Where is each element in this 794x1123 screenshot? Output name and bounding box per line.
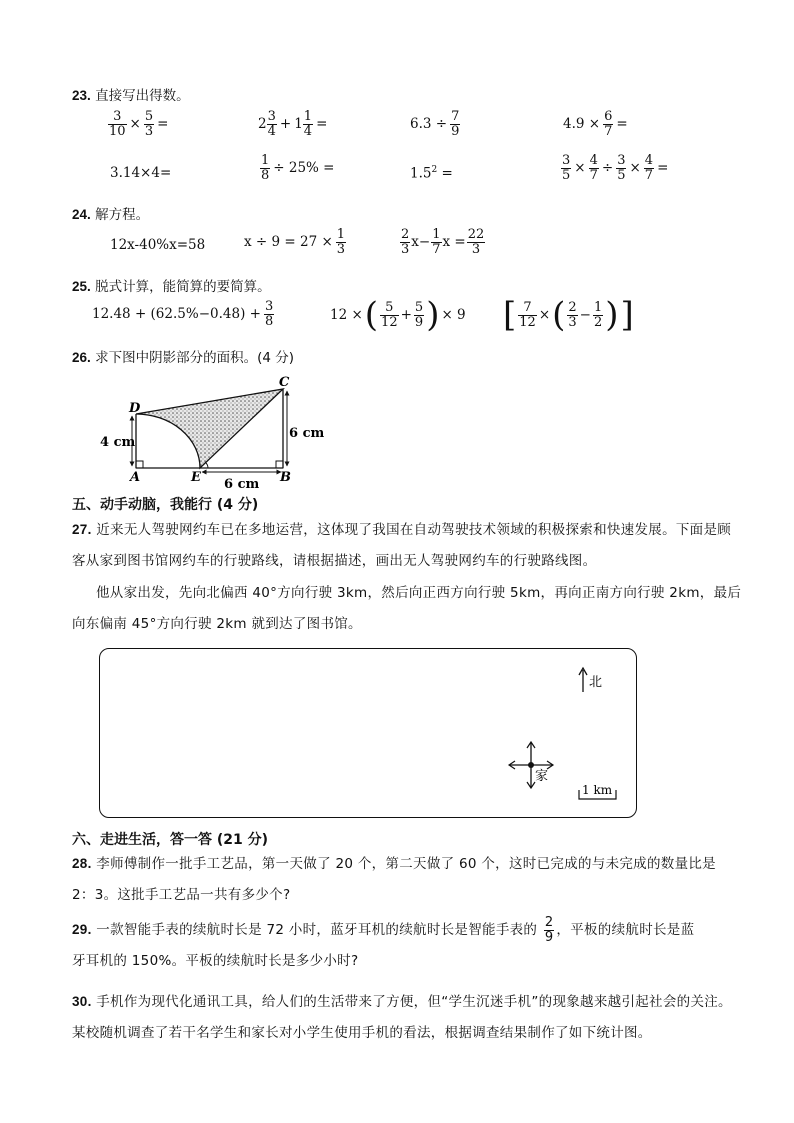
- compass-and-scale: [99, 648, 637, 818]
- q23-expr-3: [410, 110, 460, 138]
- fraction: $\frac{3}{5}$: [617, 153, 626, 183]
- q26-header: [72, 346, 294, 366]
- fraction: $\frac{22}{3}$: [467, 227, 485, 257]
- question-text: 一款智能手表的续航时长是 72 小时，蓝牙耳机的续航时长是智能手表的: [96, 922, 538, 938]
- q28-text: [72, 848, 742, 911]
- question-number: 26.: [72, 350, 91, 365]
- dim-right-label: 6 cm: [289, 426, 325, 441]
- q23-expr-5: 3.14×4=: [110, 165, 172, 181]
- q23-expr-6: [260, 154, 335, 182]
- shaded-region: [136, 389, 283, 468]
- label-D: D: [129, 401, 141, 416]
- dim-left-label: 4 cm: [100, 435, 136, 450]
- scale-label: 1 km: [582, 783, 613, 797]
- fraction: $\frac{1}{7}$: [432, 227, 441, 257]
- fraction: $\frac{3}{10}$: [109, 109, 126, 139]
- fraction: $\frac{1}{2}$: [593, 299, 603, 330]
- q25-expr-2: 12 × ( $\frac{5}{12}$ + $\frac{5}{9}$ ) × 9: [330, 295, 466, 335]
- question-title: 求下图中阴影部分的面积。(4 分): [95, 350, 294, 366]
- question-number: 27.: [72, 522, 92, 537]
- dim-bottom-label: 6 cm: [224, 477, 260, 492]
- fraction: $\frac{4}{7}$: [589, 153, 598, 183]
- q24-eq-1: 12x-40%x=58: [110, 237, 206, 253]
- q23-expr-7: $1.5^2$ =: [410, 165, 453, 182]
- question-title: 解方程。: [95, 207, 150, 223]
- question-number: 30.: [72, 994, 92, 1009]
- question-number: 28.: [72, 856, 92, 871]
- operator: +: [279, 116, 292, 133]
- q24-header: [72, 203, 149, 223]
- q24-eq-2: x ÷ 9 = 27 × $\frac{1}{3}$: [244, 227, 346, 257]
- fraction: $\frac{7}{12}$: [519, 299, 536, 330]
- section-5-title: 五、动手动脑，我能行 (4 分): [72, 497, 259, 513]
- question-number: 25.: [72, 279, 91, 294]
- fraction: $\frac{1}{3}$: [336, 227, 346, 257]
- question-text: 手机作为现代化通讯工具，给人们的生活带来了方便，但“学生沉迷手机”的现象越来越引起社会的关注。某校随机调查了若干名学生和家长对小学生使用手机的看法，根据调查结果制作了如下统计图。: [72, 994, 732, 1041]
- angle-mark-E: [205, 462, 208, 468]
- q24-eq-3: $\frac{2}{3}$ x− $\frac{1}{7}$ x = $\frac{22}{3}$: [401, 227, 485, 257]
- fraction: $\frac{2}{9}$: [544, 914, 554, 945]
- q23-header: [72, 84, 190, 104]
- home-label: 家: [535, 769, 549, 784]
- fraction: $\frac{3}{8}$: [264, 299, 274, 329]
- expr-text: 4.9 ×: [563, 116, 601, 133]
- right-angle-A: [136, 461, 143, 468]
- q25-expr-1: 12.48 + (62.5%−0.48) + $\frac{3}{8}$: [92, 299, 274, 329]
- question-title: 直接写出得数。: [95, 88, 190, 104]
- question-number: 29.: [72, 922, 92, 937]
- fraction: $\frac{6}{7}$: [604, 109, 613, 139]
- right-angle-B: [276, 461, 283, 468]
- north-label: 北: [589, 675, 603, 690]
- equals: =: [616, 116, 628, 133]
- label-E: E: [191, 470, 201, 485]
- fraction: $\frac{5}{3}$: [144, 109, 154, 139]
- label-B: B: [280, 470, 291, 485]
- fraction: $\frac{7}{9}$: [451, 109, 460, 139]
- geometry-figure: [96, 372, 336, 492]
- fraction: $\frac{2}{3}$: [568, 299, 577, 330]
- fraction: $\frac{3}{5}$: [562, 153, 571, 183]
- label-C: C: [279, 375, 290, 390]
- q29-text: [72, 914, 742, 977]
- q23-expr-2: [258, 110, 327, 138]
- question-title: 脱式计算，能简算的要简算。: [95, 279, 271, 295]
- fraction: $\frac{5}{9}$: [414, 299, 424, 330]
- question-text: 牙耳机的 150%。平板的续航时长是多少小时?: [72, 953, 359, 969]
- q27-text-2: [72, 578, 742, 640]
- fraction: $\frac{1}{8}$: [261, 153, 270, 183]
- q23-expr-4: [563, 110, 628, 138]
- label-A: A: [130, 470, 141, 485]
- q23-expr-8: $\frac{3}{5}$ × $\frac{4}{7}$ ÷ $\frac{3}{5}$ × $\frac{4}{7}$ =: [562, 153, 669, 183]
- fraction: $\frac{2}{3}$: [401, 227, 410, 257]
- question-text: 李师傅制作一批手工艺品，第一天做了 20 个，第二天做了 60 个，这时已完成的与未完成的数量比是 2：3。这批手工艺品一共有多少个?: [72, 856, 716, 903]
- expr-text: ÷ 25% =: [273, 160, 335, 177]
- question-text: 近来无人驾驶网约车已在多地运营，这体现了我国在自动驾驶技术领域的积极探索和快速发展。下面是顾客从家到图书馆网约车的行驶路线，请根据描述，画出无人驾驶网约车的行驶路线图。: [72, 522, 732, 569]
- q27-text-1: [72, 514, 742, 577]
- mixed-number: 2 $\frac{3}{4}$: [258, 109, 276, 139]
- question-number: 23.: [72, 88, 91, 103]
- operator: ×: [129, 116, 141, 133]
- fraction: $\frac{4}{7}$: [644, 153, 654, 183]
- equals: =: [157, 116, 169, 133]
- q25-expr-3: [ $\frac{7}{12}$ × ( $\frac{2}{3}$ − $\frac{1}{2}$ ) ]: [503, 295, 634, 335]
- q30-text: [72, 986, 742, 1049]
- question-text: 他从家出发，先向北偏西 40°方向行驶 3km，然后向正西方向行驶 5km，再向正南方向行驶 2km，最后向东偏南 45°方向行驶 2km 就到达了图书馆。: [72, 585, 742, 632]
- mixed-number: 1 $\frac{1}{4}$: [294, 109, 313, 139]
- question-text: ，平板的续航时长是蓝: [556, 922, 695, 938]
- q23-expr-1: [108, 110, 168, 138]
- home-point-icon: [528, 762, 534, 768]
- q25-header: [72, 275, 271, 295]
- section-6-title: 六、走进生活，答一答 (21 分): [72, 832, 269, 848]
- equals: =: [316, 116, 328, 133]
- question-number: 24.: [72, 207, 91, 222]
- expr-text: 6.3 ÷: [410, 116, 448, 133]
- fraction: $\frac{5}{12}$: [381, 299, 398, 330]
